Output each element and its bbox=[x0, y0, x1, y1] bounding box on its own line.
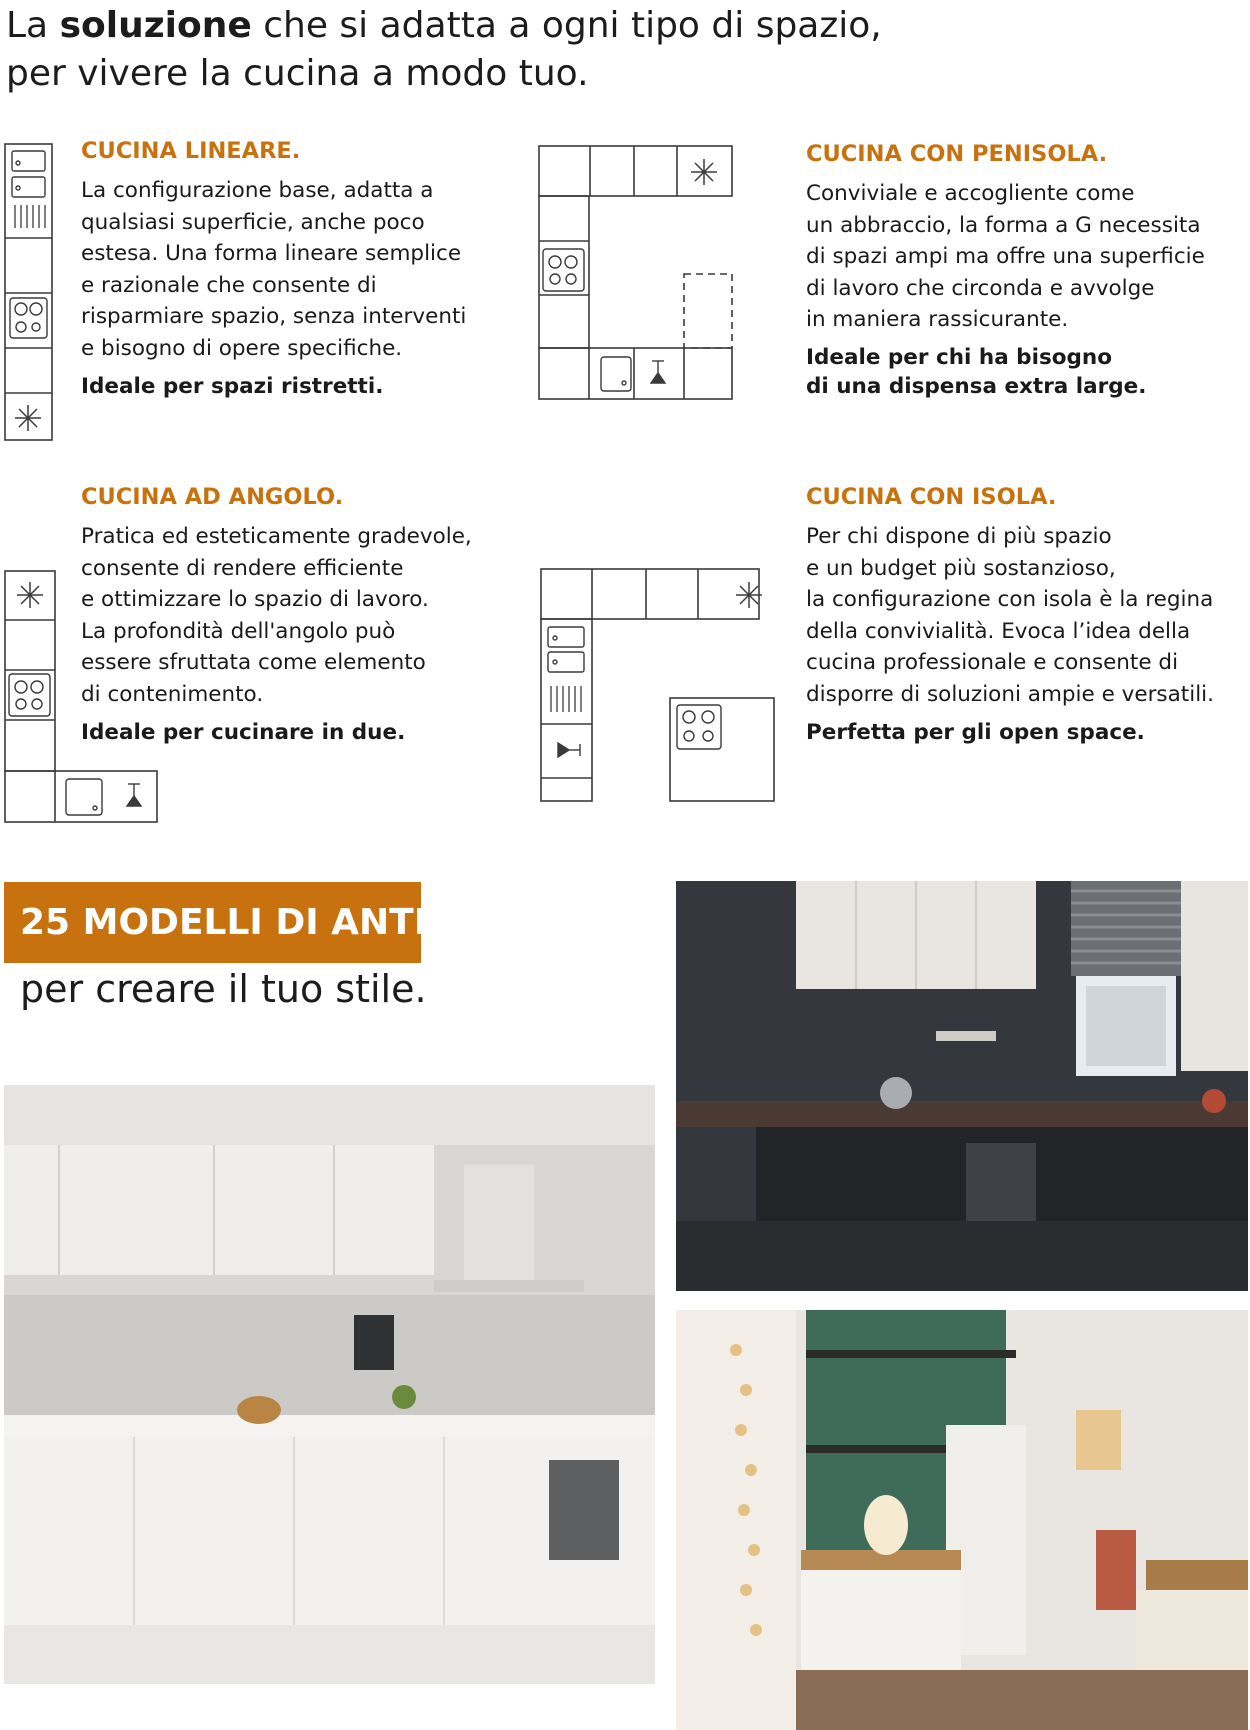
layout-block-linear bbox=[81, 136, 511, 401]
oven-icon bbox=[548, 627, 584, 672]
models-badge-label: 25 MODELLI DI ANTE bbox=[20, 902, 439, 943]
hob-icon bbox=[677, 705, 721, 749]
models-badge bbox=[4, 882, 439, 963]
green-kitchen-photo bbox=[676, 1310, 1248, 1730]
hob-icon bbox=[543, 249, 584, 291]
headline-line-2: per vivere la cucina a modo tuo. bbox=[6, 53, 589, 94]
headline-line-1: La soluzione che si adatta a ogni tipo di spazio, bbox=[6, 5, 882, 46]
layout-note: Ideale per cucinare in due. bbox=[81, 719, 406, 745]
white-kitchen-photo bbox=[4, 1085, 655, 1684]
layout-block-peninsula bbox=[806, 139, 1236, 401]
peninsula-kitchen-diagram bbox=[538, 145, 734, 401]
layout-description: La configurazione base, adatta a qualsiasi superficie, anche poco estesa. Una forma lineare semplice e razionale che consente di risparmiare spazio, senza interventi e bisogno di opere specifiche. bbox=[81, 178, 467, 361]
fridge-icon bbox=[15, 405, 41, 431]
layout-description: Per chi dispone di più spazio e un budget più sostanzioso, la configurazione con isola è la regina della convivialità. Evoca l’idea della cucina professionale e consente di disporre di soluzioni ampie e versatili. bbox=[806, 524, 1214, 707]
layout-title: CUCINA CON ISOLA. bbox=[806, 484, 1057, 510]
linear-kitchen-diagram bbox=[4, 143, 54, 443]
models-badge-subtitle: per creare il tuo stile. bbox=[20, 967, 427, 1011]
dark-kitchen-photo bbox=[676, 881, 1248, 1291]
layout-description: Pratica ed esteticamente gradevole, consente di rendere efficiente e ottimizzare lo spazio di lavoro. La profondità dell'angolo può essere sfruttata come elemento di contenimento. bbox=[81, 524, 472, 707]
layout-title: CUCINA CON PENISOLA. bbox=[806, 141, 1108, 167]
tap-icon bbox=[651, 361, 665, 383]
layout-note: Ideale per spazi ristretti. bbox=[81, 373, 384, 399]
layout-title: CUCINA LINEARE. bbox=[81, 138, 301, 164]
layout-note: Ideale per chi ha bisogno di una dispensa extra large. bbox=[806, 344, 1147, 399]
hob-icon bbox=[9, 674, 50, 716]
fridge-icon bbox=[17, 582, 43, 608]
layout-block-corner bbox=[81, 482, 511, 747]
sink-icon bbox=[66, 779, 102, 815]
oven-icon bbox=[12, 151, 45, 197]
headline-bold: soluzione bbox=[59, 5, 252, 46]
layout-description: Conviviale e accogliente come un abbraccio, la forma a G necessita di spazi ampi ma offre una superficie di lavoro che circonda e avvolge in maniera rassicurante. bbox=[806, 181, 1205, 333]
layout-title: CUCINA AD ANGOLO. bbox=[81, 484, 344, 510]
dishwasher-icon bbox=[551, 686, 581, 712]
tap-icon bbox=[127, 784, 141, 806]
hob-icon bbox=[10, 298, 47, 338]
fridge-icon bbox=[691, 159, 717, 185]
dishwasher-icon bbox=[15, 205, 45, 228]
island-kitchen-diagram bbox=[540, 568, 780, 804]
fridge-icon bbox=[736, 582, 762, 608]
layout-block-island bbox=[806, 482, 1236, 747]
layout-note: Perfetta per gli open space. bbox=[806, 719, 1145, 745]
sink-icon bbox=[601, 357, 631, 391]
tap-icon bbox=[558, 743, 580, 757]
headline bbox=[6, 2, 906, 98]
